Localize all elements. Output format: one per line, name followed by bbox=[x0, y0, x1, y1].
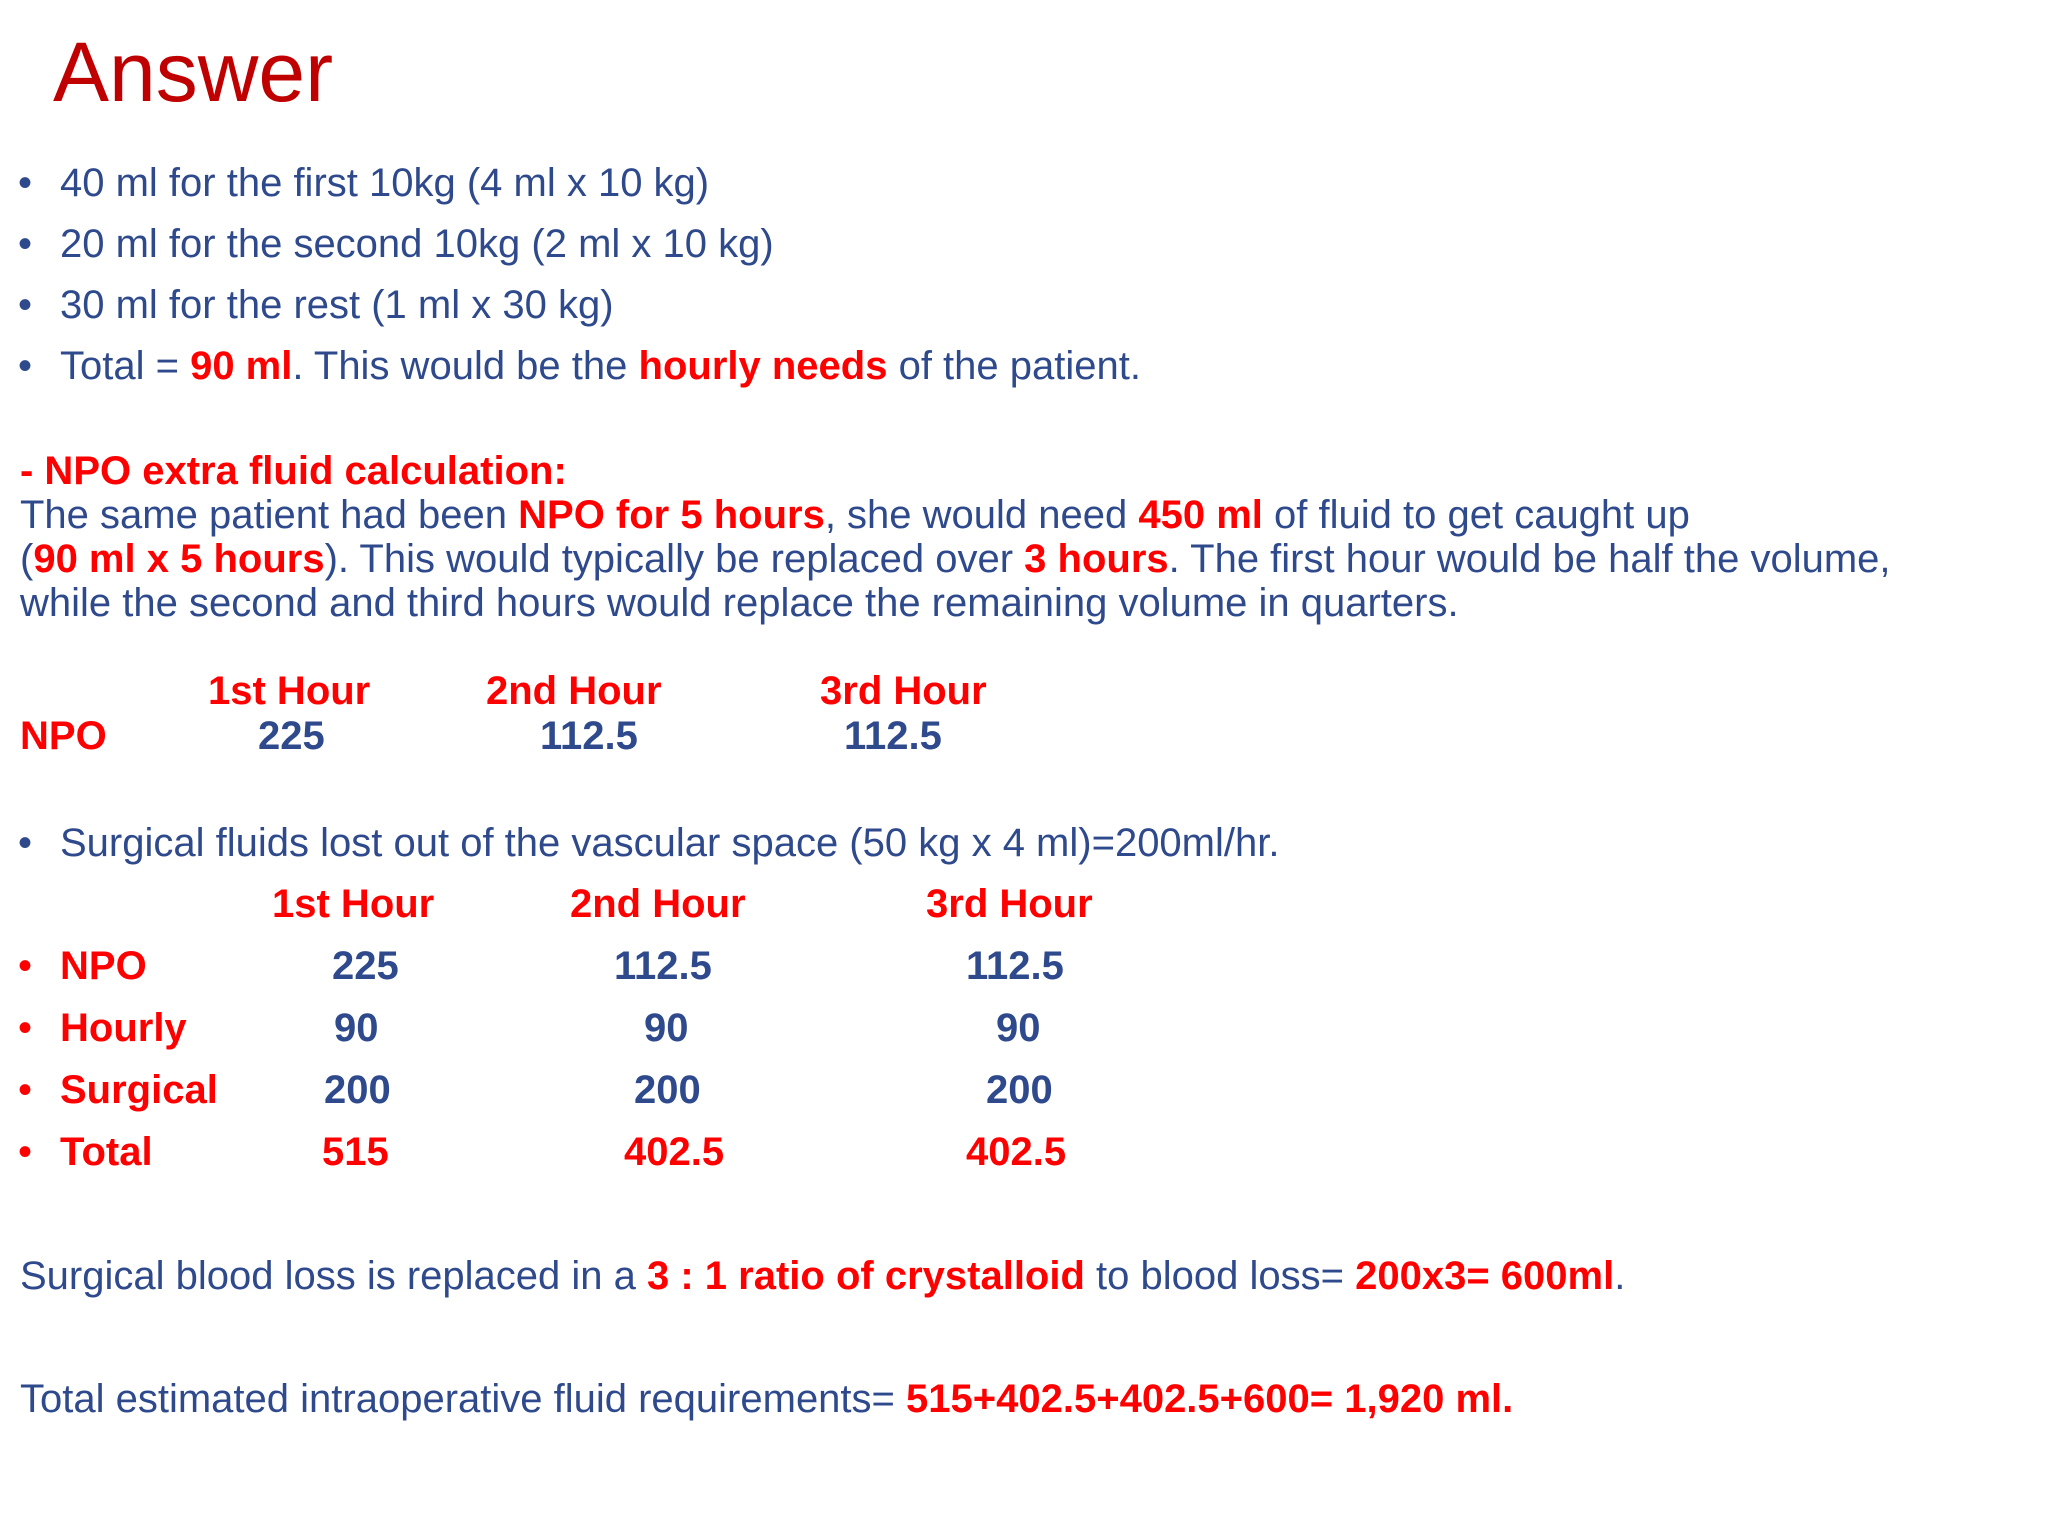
bullet-dot: • bbox=[18, 1068, 33, 1112]
volume-emphasis: 450 ml bbox=[1138, 493, 1263, 537]
table1-header-1st: 1st Hour bbox=[208, 669, 371, 713]
table2-value: 90 bbox=[334, 1006, 379, 1050]
blood-loss-line bbox=[20, 1256, 1625, 1296]
table1-value: 112.5 bbox=[844, 714, 942, 758]
total-prefix: Total = bbox=[60, 344, 191, 388]
npo-paragraph-line-3: while the second and third hours would replace the remaining volume in quarters. bbox=[20, 581, 1459, 625]
table2-row-label: Hourly bbox=[60, 1006, 187, 1050]
bullet-dot: • bbox=[18, 283, 33, 327]
table2-value: 200 bbox=[634, 1068, 701, 1112]
total-hourly-line bbox=[60, 346, 1141, 386]
bullet-text: 40 ml for the first 10kg (4 ml x 10 kg) bbox=[60, 161, 710, 205]
table2-total-value: 402.5 bbox=[624, 1130, 725, 1174]
text-run: Surgical blood loss is replaced in a bbox=[20, 1254, 648, 1298]
text-run: ( bbox=[20, 537, 34, 581]
table2-value: 112.5 bbox=[614, 944, 712, 988]
text-run: ). This would typically be replaced over bbox=[324, 537, 1025, 581]
npo-paragraph-line-2 bbox=[20, 537, 1891, 581]
table2-value: 90 bbox=[644, 1006, 689, 1050]
bullet-text: 30 ml for the rest (1 ml x 30 kg) bbox=[60, 283, 614, 327]
table2-row-label: NPO bbox=[60, 944, 147, 988]
npo-paragraph-line-1 bbox=[20, 493, 1690, 537]
text-run: of fluid to get caught up bbox=[1262, 493, 1690, 537]
total-value: 90 ml bbox=[190, 344, 293, 388]
slide-title: Answer bbox=[53, 25, 334, 119]
npo-heading: - NPO extra fluid calculation: bbox=[20, 449, 567, 493]
bullet-dot: • bbox=[18, 222, 33, 266]
text-run: The same patient had been bbox=[20, 493, 519, 537]
hourly-needs-emphasis: hourly needs bbox=[638, 344, 888, 388]
table1-value: 225 bbox=[258, 714, 325, 758]
text-run: , she would need bbox=[824, 493, 1139, 537]
ratio-emphasis: 3 : 1 ratio of crystalloid bbox=[647, 1254, 1085, 1298]
total-estimate-line bbox=[20, 1379, 1513, 1419]
bullet-dot: • bbox=[18, 1006, 33, 1050]
bullet-dot: • bbox=[18, 821, 33, 865]
text-run: to blood loss= bbox=[1084, 1254, 1356, 1298]
table2-header-1st: 1st Hour bbox=[272, 882, 435, 926]
table1-value: 112.5 bbox=[540, 714, 638, 758]
surgical-fluids-bullet: Surgical fluids lost out of the vascular space (50 kg x 4 ml)=200ml/hr. bbox=[60, 821, 1280, 865]
table1-header-2nd: 2nd Hour bbox=[486, 669, 662, 713]
table1-header-3rd: 3rd Hour bbox=[820, 669, 987, 713]
total-middle: . This would be the bbox=[292, 344, 639, 388]
table2-value: 112.5 bbox=[966, 944, 1064, 988]
table2-value: 200 bbox=[986, 1068, 1053, 1112]
table2-header-2nd: 2nd Hour bbox=[570, 882, 746, 926]
table2-value: 90 bbox=[996, 1006, 1041, 1050]
bullet-dot: • bbox=[18, 944, 33, 988]
text-run: Total estimated intraoperative fluid requirements= bbox=[20, 1377, 907, 1421]
blood-loss-calc: 200x3= 600ml bbox=[1355, 1254, 1615, 1298]
total-estimate-calc: 515+402.5+402.5+600= 1,920 ml. bbox=[906, 1377, 1514, 1421]
table1-row-label: NPO bbox=[20, 714, 107, 758]
table2-total-value: 515 bbox=[322, 1130, 389, 1174]
table2-row-label: Total bbox=[60, 1130, 153, 1174]
bullet-dot: • bbox=[18, 161, 33, 205]
bullet-text: 20 ml for the second 10kg (2 ml x 10 kg) bbox=[60, 222, 774, 266]
table2-total-value: 402.5 bbox=[966, 1130, 1067, 1174]
total-suffix: of the patient. bbox=[887, 344, 1141, 388]
table2-value: 225 bbox=[332, 944, 399, 988]
table2-value: 200 bbox=[324, 1068, 391, 1112]
bullet-dot: • bbox=[18, 1130, 33, 1174]
text-run: . bbox=[1614, 1254, 1626, 1298]
table2-row-label: Surgical bbox=[60, 1068, 218, 1112]
table2-header-3rd: 3rd Hour bbox=[926, 882, 1093, 926]
npo-hours-emphasis: NPO for 5 hours bbox=[518, 493, 825, 537]
hours-emphasis: 3 hours bbox=[1024, 537, 1169, 581]
bullet-dot: • bbox=[18, 344, 33, 388]
calc-emphasis: 90 ml x 5 hours bbox=[33, 537, 325, 581]
text-run: . The first hour would be half the volume, bbox=[1168, 537, 1891, 581]
